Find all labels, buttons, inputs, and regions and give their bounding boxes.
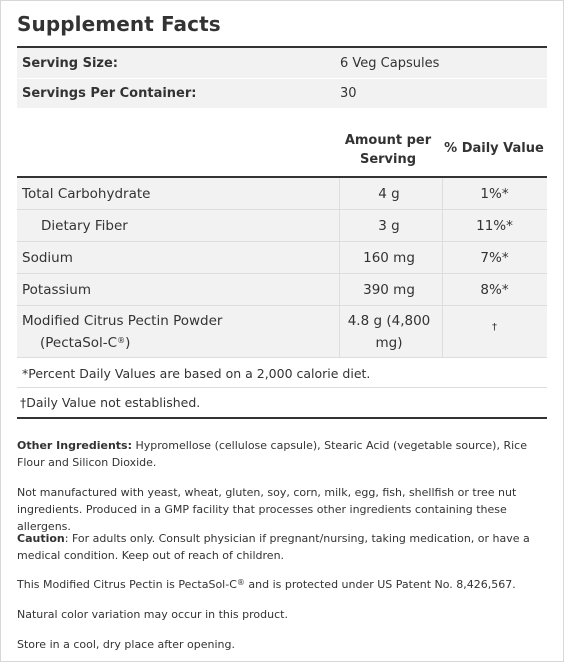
servings-per-container-row bbox=[17, 78, 547, 108]
caution-text: : For adults only. Consult physician if pregnant/nursing, taking medication, or have a medical condition. Keep out of reach of children. bbox=[17, 532, 530, 562]
nutrient-amount: 160 mg bbox=[363, 250, 415, 266]
nutrient-row bbox=[17, 306, 547, 358]
dagger-footnote: †Daily Value not established. bbox=[20, 395, 201, 410]
amount-per-serving-header bbox=[328, 131, 448, 169]
patent-statement bbox=[17, 576, 542, 593]
caution-label: Caution bbox=[17, 532, 65, 545]
color-variation-note: Natural color variation may occur in this product. bbox=[17, 608, 288, 621]
registered-mark: ® bbox=[236, 578, 245, 587]
other-ingredients-label: Other Ingredients: bbox=[17, 439, 132, 452]
serving-size-row bbox=[17, 48, 547, 78]
footnote-divider bbox=[17, 387, 547, 388]
storage-instructions: Store in a cool, dry place after opening. bbox=[17, 638, 235, 651]
nutrient-row bbox=[17, 210, 547, 242]
servings-per-container-label: Servings Per Container: bbox=[22, 86, 197, 101]
serving-size-value: 6 Veg Capsules bbox=[340, 55, 440, 71]
nutrient-amount: 390 mg bbox=[363, 282, 415, 298]
percent-dv-footnote: *Percent Daily Values are based on a 2,000 calorie diet. bbox=[22, 366, 371, 381]
nutrient-dv: 7%* bbox=[480, 250, 509, 266]
nutrient-name: Dietary Fiber bbox=[41, 218, 128, 234]
nutrient-dv: 1%* bbox=[480, 186, 509, 202]
daily-value-header: % Daily Value bbox=[444, 141, 544, 156]
patent-text-end: and is protected under US Patent No. 8,426,567. bbox=[244, 578, 516, 591]
nutrient-name-close: ) bbox=[125, 335, 131, 351]
amount-header-line2: Serving bbox=[359, 152, 417, 167]
nutrient-amount-line2: mg) bbox=[375, 335, 403, 351]
amount-header-line1: Amount per bbox=[344, 133, 432, 148]
nutrient-name: Sodium bbox=[22, 250, 73, 266]
servings-per-container-value: 30 bbox=[340, 86, 357, 101]
nutrient-row bbox=[17, 242, 547, 274]
nutrient-name-line2: (PectaSol-C bbox=[40, 335, 118, 351]
registered-mark: ® bbox=[117, 336, 126, 345]
nutrient-name bbox=[22, 310, 222, 354]
other-ingredients bbox=[17, 437, 542, 471]
nutrient-row bbox=[17, 178, 547, 210]
serving-size-label: Serving Size: bbox=[22, 55, 119, 71]
other-ingredients-text: Hypromellose (cellulose capsule), Stearic Acid (vegetable source), Rice Flour and Silicon Dioxide. bbox=[17, 439, 527, 469]
nutrient-dv: 11%* bbox=[476, 218, 513, 234]
nutrient-name: Total Carbohydrate bbox=[22, 186, 151, 202]
nutrient-amount-line1: 4.8 g (4,800 bbox=[347, 313, 431, 329]
nutrient-dv: † bbox=[492, 322, 497, 333]
nutrient-amount: 3 g bbox=[378, 218, 400, 234]
nutrient-amount bbox=[339, 310, 439, 354]
patent-text-start: This Modified Citrus Pectin is PectaSol-C bbox=[17, 578, 237, 591]
allergen-statement: Not manufactured with yeast, wheat, gluten, soy, corn, milk, egg, fish, shellfish or tree nut ingredients. Produced in a GMP facility that processes other ingredients containing these allergens. bbox=[17, 486, 517, 533]
caution-statement bbox=[17, 530, 542, 564]
bottom-rule bbox=[17, 417, 547, 419]
nutrient-amount: 4 g bbox=[378, 186, 400, 202]
nutrient-name-line1: Modified Citrus Pectin Powder bbox=[22, 313, 223, 329]
nutrient-name: Potassium bbox=[22, 282, 92, 298]
panel-title: Supplement Facts bbox=[17, 12, 221, 36]
nutrient-dv: 8%* bbox=[480, 282, 509, 298]
nutrient-row bbox=[17, 274, 547, 306]
